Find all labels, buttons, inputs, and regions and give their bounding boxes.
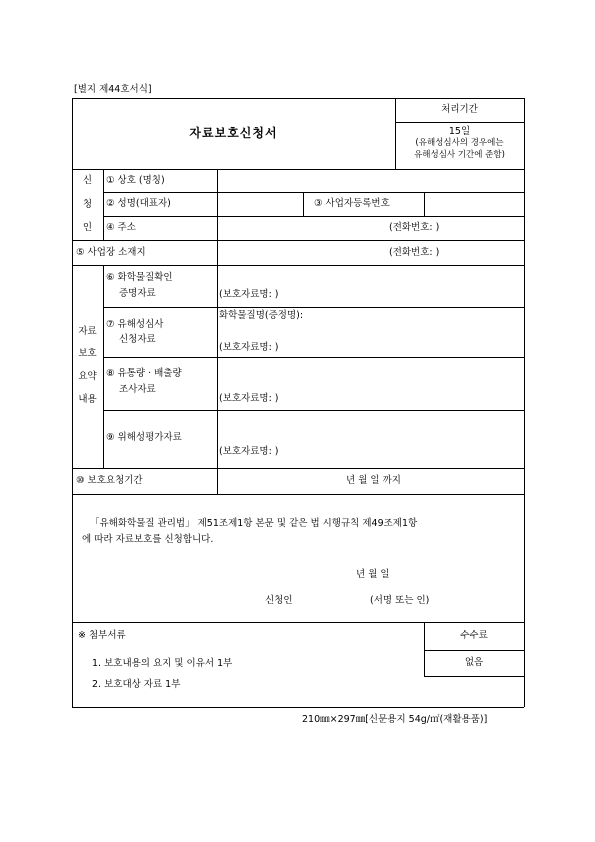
protection-period-value: 년 월 일 까지 xyxy=(346,475,401,486)
signature-or-seal-note: (서명 또는 인) xyxy=(370,595,430,606)
item9-protected-name: (보호자료명: ) xyxy=(219,446,279,457)
item8-label-line2: 조사자료 xyxy=(119,384,156,395)
company-name-label: ① 상호 (명칭) xyxy=(106,175,165,186)
applicant-signature-field[interactable] xyxy=(305,591,365,609)
summary-side-char-4: 내용 xyxy=(78,394,97,405)
form-number-label: [별지 제44호서식] xyxy=(74,84,152,95)
item6-label-line2: 증명자료 xyxy=(119,288,156,299)
processing-period-days: 15일 xyxy=(448,126,471,137)
fee-value: 없음 xyxy=(464,657,484,668)
workplace-phone-label: (전화번호: ) xyxy=(389,247,440,258)
processing-period-header: 처리기간 xyxy=(441,104,478,115)
item7-label-line1: ⑦ 유해성심사 xyxy=(106,319,164,330)
item6-label-line1: ⑥ 화학물질확인 xyxy=(106,272,173,283)
summary-side-char-2: 보호 xyxy=(78,348,97,359)
address-field[interactable] xyxy=(218,217,523,239)
applicant-side-char-3: 인 xyxy=(82,222,93,233)
workplace-location-field[interactable] xyxy=(218,241,523,264)
company-name-field[interactable] xyxy=(218,170,523,191)
item6-protected-name: (보호자료명: ) xyxy=(219,289,279,300)
representative-name-field[interactable] xyxy=(218,193,302,215)
summary-side-char-3: 요약 xyxy=(78,371,97,382)
item8-protected-name: (보호자료명: ) xyxy=(219,393,279,404)
attachments-header: ※ 첨부서류 xyxy=(78,630,126,641)
statement-date: 년 월 일 xyxy=(356,569,390,580)
item7-protected-name: (보호자료명: ) xyxy=(219,342,279,353)
protection-period-label: ⑩ 보호요청기간 xyxy=(76,475,143,486)
representative-name-label: ② 성명(대표자) xyxy=(106,198,171,209)
applicant-side-char-1: 신 xyxy=(82,175,93,186)
applicant-signature-label: 신청인 xyxy=(265,595,293,606)
attachment-item-2: 2. 보호대상 자료 1부 xyxy=(92,679,181,690)
applicant-side-char-2: 청 xyxy=(82,199,93,210)
item8-label-line1: ⑧ 유통량 · 배출량 xyxy=(106,368,182,379)
statement-line-1: 「유해화학물질 관리법」 제51조제1항 본문 및 같은 법 시행규칙 제49조제1항 xyxy=(90,518,418,529)
workplace-location-label: ⑤ 사업장 소재지 xyxy=(76,247,146,258)
business-reg-number-field[interactable] xyxy=(425,193,523,215)
business-reg-number-label: ③ 사업자등록번호 xyxy=(314,198,390,209)
address-phone-label: (전화번호: ) xyxy=(389,222,440,233)
attachment-item-1: 1. 보호내용의 요지 및 이유서 1부 xyxy=(92,658,233,669)
statement-line-2: 에 따라 자료보호를 신청합니다. xyxy=(82,534,214,545)
processing-period-note-2: 유해성심사 기간에 준함) xyxy=(414,150,505,160)
item7-chemical-name: 화학물질명(증정명): xyxy=(219,310,304,321)
address-label: ④ 주소 xyxy=(106,222,136,233)
paper-spec-footer: 210㎜×297㎜[신문용지 54g/㎡(재활용품)] xyxy=(302,714,488,725)
processing-period-note-1: (유해성심사의 경우에는 xyxy=(415,138,504,148)
form-title: 자료보호신청서 xyxy=(189,126,278,140)
summary-side-char-1: 자료 xyxy=(78,326,97,337)
fee-header: 수수료 xyxy=(460,630,488,641)
item9-field[interactable] xyxy=(218,411,523,467)
item7-label-line2: 신청자료 xyxy=(119,334,156,345)
item9-label: ⑨ 위해성평가자료 xyxy=(106,432,182,443)
